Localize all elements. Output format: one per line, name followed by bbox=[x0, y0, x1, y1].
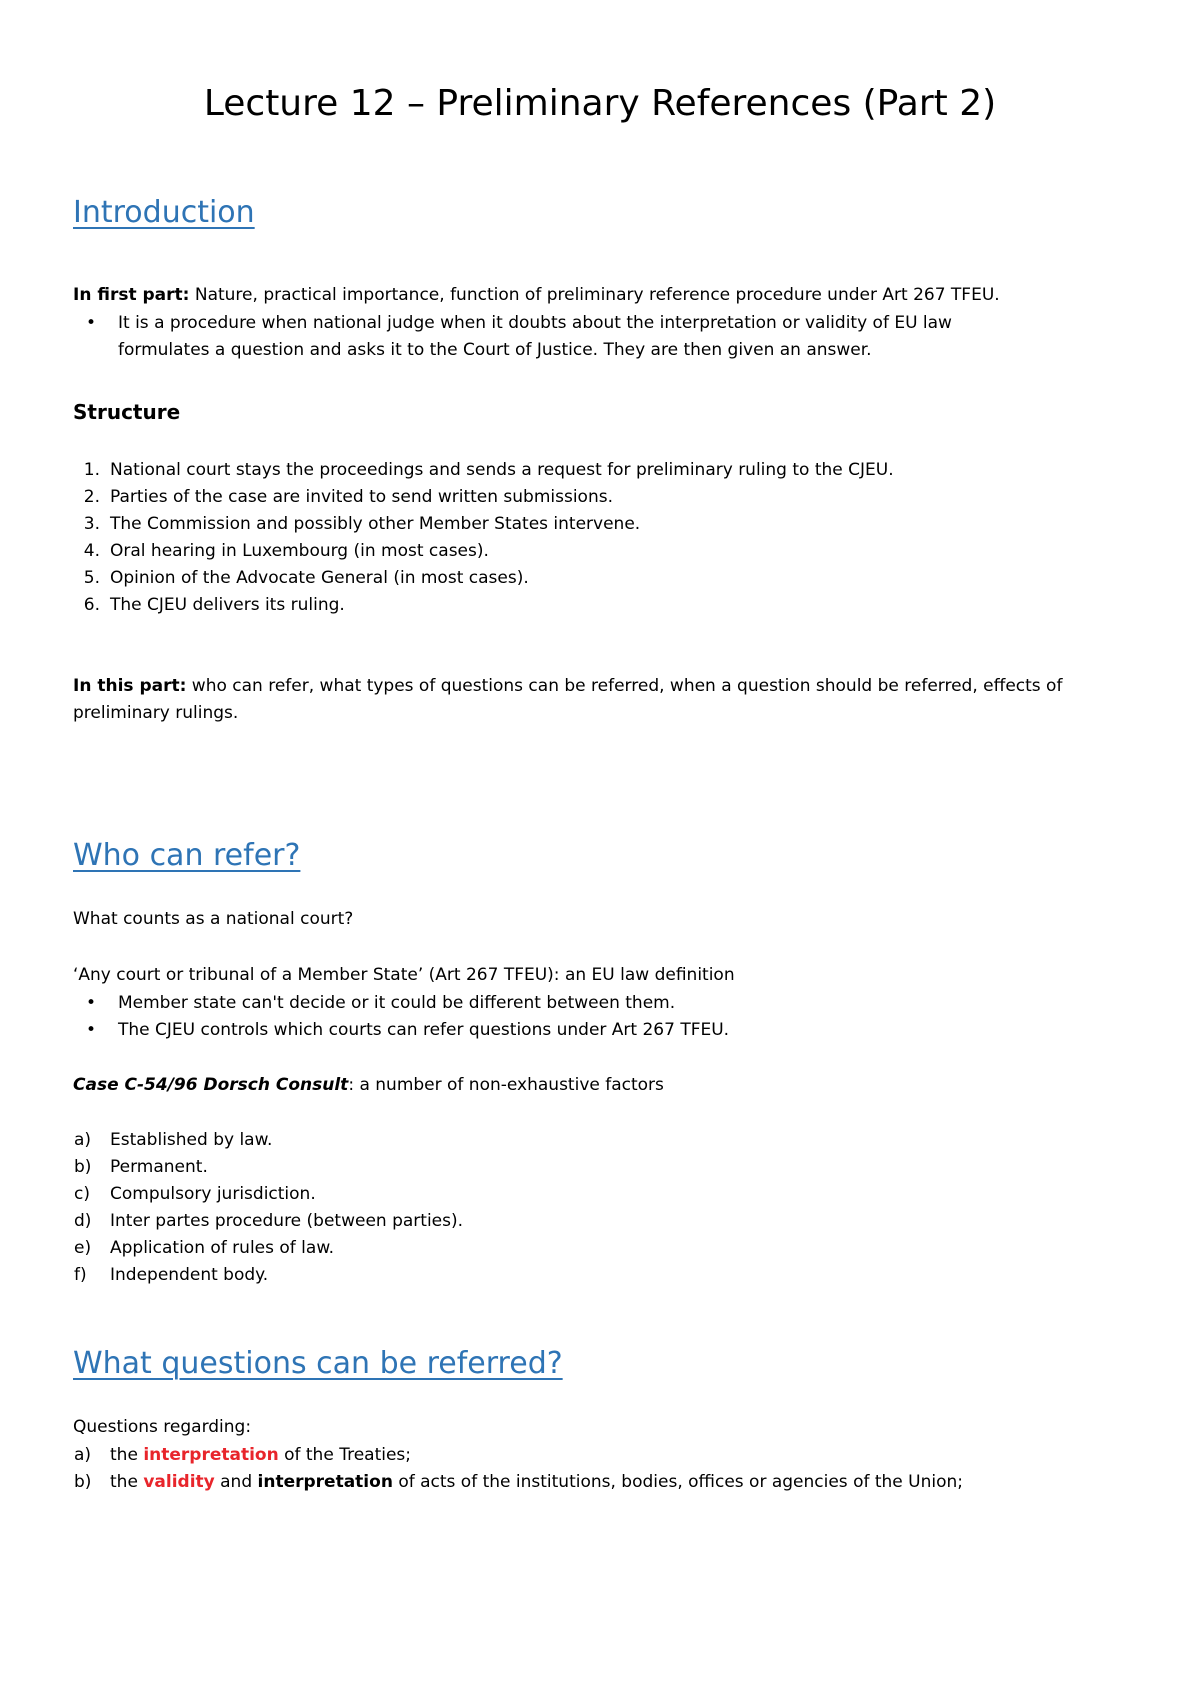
list-text: the bbox=[110, 1472, 144, 1492]
structure-item bbox=[83, 565, 529, 592]
list-text: National court stays the proceedings and sends a request for preliminary ruling to the CJEU. bbox=[110, 460, 894, 480]
introduction-bullet: • It is a procedure when national judge when it doubts about the interpretation or validity of EU law formulates a question and asks it to the Court of Justice. They are then given an answer. bbox=[118, 310, 1048, 364]
factor-item bbox=[74, 1154, 208, 1181]
list-text: Inter partes procedure (between parties). bbox=[110, 1211, 464, 1231]
factor-item bbox=[74, 1208, 464, 1235]
list-text: Compulsory jurisdiction. bbox=[110, 1184, 316, 1204]
structure-item bbox=[83, 592, 345, 619]
case-paragraph bbox=[73, 1072, 664, 1099]
first-part-paragraph bbox=[73, 282, 1000, 309]
list-text: of the Treaties; bbox=[278, 1445, 412, 1465]
question-item-b bbox=[74, 1469, 964, 1496]
list-text: the bbox=[110, 1445, 144, 1465]
definition-bullet: • The CJEU controls which courts can refer questions under Art 267 TFEU. bbox=[118, 1017, 729, 1044]
this-part-text: who can refer, what types of questions can be referred, when a question should be referred, effects of preliminary rulings. bbox=[73, 676, 1063, 723]
case-name: Case C-54/96 Dorsch Consult bbox=[73, 1075, 349, 1095]
list-number: 6. bbox=[83, 595, 100, 615]
list-text: Independent body. bbox=[110, 1265, 269, 1285]
list-number: 3. bbox=[83, 514, 100, 534]
list-text: The CJEU delivers its ruling. bbox=[110, 595, 345, 615]
list-text: Established by law. bbox=[110, 1130, 273, 1150]
list-letter: f) bbox=[74, 1265, 87, 1285]
list-text: Oral hearing in Luxembourg (in most cases). bbox=[110, 541, 489, 561]
question-item-a bbox=[74, 1442, 412, 1469]
structure-item bbox=[83, 484, 613, 511]
definition-rest: an EU law definition bbox=[559, 965, 735, 985]
list-number: 4. bbox=[83, 541, 100, 561]
list-letter: b) bbox=[74, 1157, 92, 1177]
factor-item bbox=[74, 1127, 273, 1154]
list-number: 2. bbox=[83, 487, 100, 507]
definition-bullet: • Member state can't decide or it could be different between them. bbox=[118, 990, 675, 1017]
this-part-label: In this part: bbox=[73, 676, 187, 696]
national-court-question: What counts as a national court? bbox=[73, 909, 354, 929]
questions-intro: Questions regarding: bbox=[73, 1417, 252, 1437]
factor-item bbox=[74, 1181, 316, 1208]
list-number: 1. bbox=[83, 460, 100, 480]
definition-paragraph bbox=[73, 962, 735, 989]
list-text: Permanent. bbox=[110, 1157, 208, 1177]
list-letter: b) bbox=[74, 1472, 92, 1492]
emphasis-interpretation: interpretation bbox=[143, 1445, 279, 1465]
introduction-heading: Introduction bbox=[73, 195, 255, 230]
first-part-label: In first part: bbox=[73, 285, 190, 305]
list-text: Application of rules of law. bbox=[110, 1238, 335, 1258]
structure-item bbox=[83, 511, 641, 538]
emphasis-validity: validity bbox=[143, 1472, 215, 1492]
list-number: 5. bbox=[83, 568, 100, 588]
list-text: and bbox=[214, 1472, 258, 1492]
list-text: Opinion of the Advocate General (in most cases). bbox=[110, 568, 529, 588]
structure-item bbox=[83, 457, 894, 484]
list-letter: e) bbox=[74, 1238, 92, 1258]
first-part-text: Nature, practical importance, function of preliminary reference procedure under Art 267 TFEU. bbox=[189, 285, 1000, 305]
bold-interpretation: interpretation bbox=[257, 1472, 393, 1492]
this-part-paragraph bbox=[73, 673, 1133, 727]
list-letter: a) bbox=[74, 1130, 92, 1150]
document-title: Lecture 12 – Preliminary References (Part 2) bbox=[203, 83, 997, 124]
case-rest: : a number of non-exhaustive factors bbox=[348, 1075, 664, 1095]
structure-heading: Structure bbox=[73, 400, 181, 424]
list-letter: c) bbox=[74, 1184, 90, 1204]
definition-quote: ‘Any court or tribunal of a Member State’ (Art 267 TFEU): bbox=[73, 965, 560, 985]
list-text: Parties of the case are invited to send written submissions. bbox=[110, 487, 613, 507]
list-text: The Commission and possibly other Member States intervene. bbox=[110, 514, 641, 534]
what-questions-heading: What questions can be referred? bbox=[73, 1346, 563, 1381]
factor-item bbox=[74, 1262, 269, 1289]
structure-item bbox=[83, 538, 489, 565]
list-text: of acts of the institutions, bodies, offices or agencies of the Union; bbox=[392, 1472, 964, 1492]
list-letter: a) bbox=[74, 1445, 92, 1465]
factor-item bbox=[74, 1235, 335, 1262]
who-can-refer-heading: Who can refer? bbox=[73, 838, 301, 873]
list-letter: d) bbox=[74, 1211, 92, 1231]
